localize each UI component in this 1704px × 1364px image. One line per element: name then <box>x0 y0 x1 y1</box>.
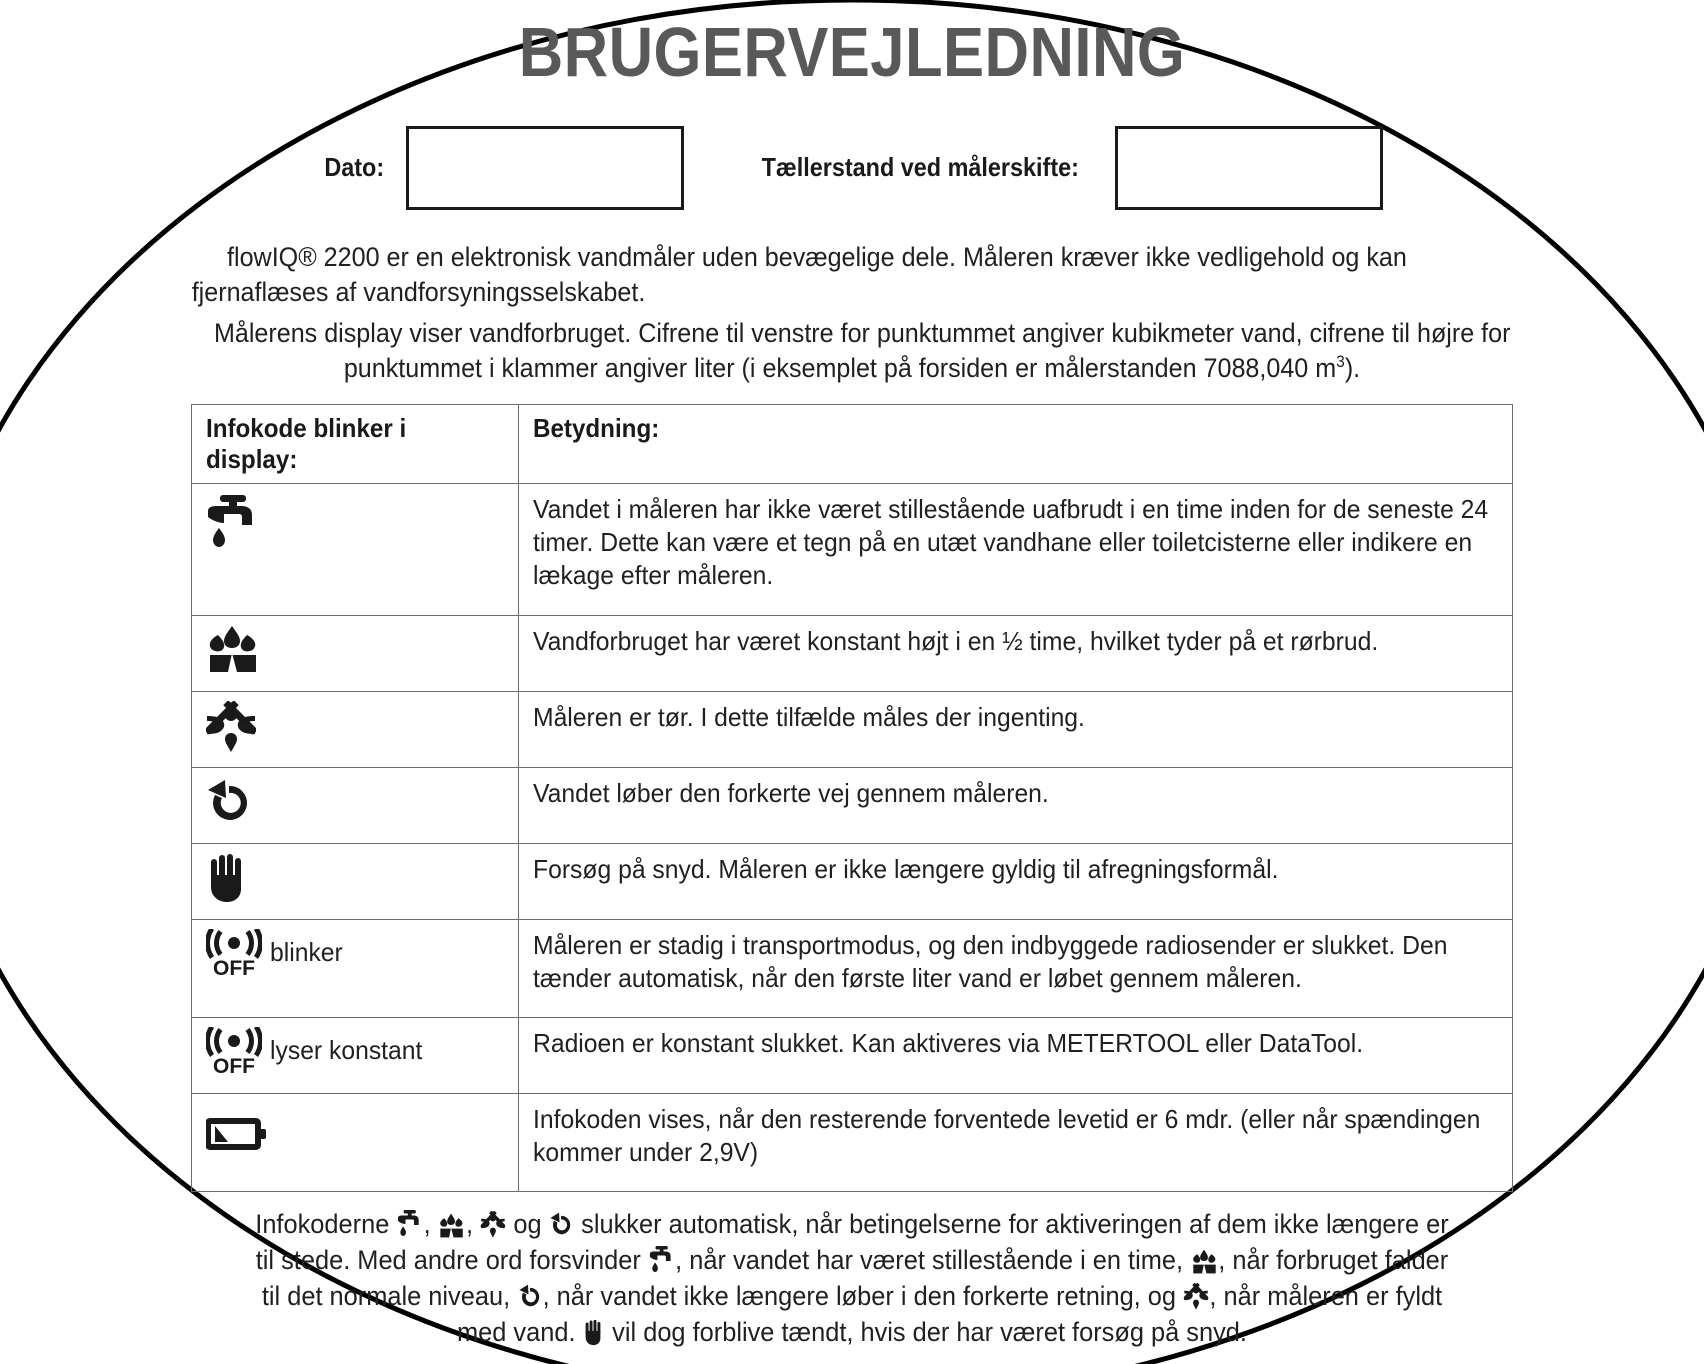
burst-pipe-icon <box>1191 1249 1217 1274</box>
reverse-flow-icon <box>206 777 252 827</box>
burst-pipe-icon <box>206 625 260 673</box>
table-header-row <box>192 404 1513 483</box>
intro-paragraph-2 <box>192 316 1513 386</box>
intro-paragraph-2-part1: Målerens display viser vandforbruget. Cifrene til venstre for punktummet angiver kubikmeter vand, cifrene til højre for punktummet i klammer angiver liter (i eksemplet på forsiden er målerstanden 7088,040 m <box>213 317 1511 383</box>
infocode-meaning-text: Vandforbruget har været konstant højt i en ½ time, hvilket tyder på et rørbrud. <box>533 625 1379 656</box>
infocode-meaning-text: Måleren er tør. I dette tilfælde måles der ingenting. <box>533 701 1085 732</box>
intro-paragraph-2-part2: ). <box>1344 352 1361 383</box>
svg-text:OFF: OFF <box>213 1054 255 1075</box>
footer-seg-3: , <box>465 1208 481 1239</box>
infocode-meaning-text: Vandet i måleren har ikke været stillestående uafbrudt i en time inden for de seneste 24 timer. Dette kan være et tegn på en utæt vandhane eller toiletcisterne eller indikere en lækage efter måleren. <box>533 493 1489 591</box>
infocode-meaning-cell <box>519 1017 1513 1093</box>
table-row <box>192 919 1513 1017</box>
table-row <box>192 1093 1513 1191</box>
table-row <box>192 615 1513 691</box>
svg-text:OFF: OFF <box>213 956 255 977</box>
table-row <box>192 843 1513 919</box>
infocode-meaning-text: Måleren er stadig i transportmodus, og den indbyggede radiosender er slukket. Den tænder automatisk, når den første liter vand er løbet gennem måleren. <box>533 929 1448 994</box>
footer-seg-1: Infokoderne <box>255 1208 397 1239</box>
intro-paragraph-1: flowIQ® 2200 er en elektronisk vandmåler uden bevægelige dele. Måleren kræver ikke vedligehold og kan fjernaflæses af vandforsyningsselskabet. <box>191 241 1407 307</box>
infocode-icon-note: blinker <box>270 937 343 968</box>
low-battery-icon <box>206 1116 268 1152</box>
reverse-flow-icon <box>550 1211 574 1238</box>
meter-reading-input-box[interactable] <box>1115 126 1383 210</box>
table-row <box>192 483 1513 615</box>
infocode-icon-cell <box>192 843 519 919</box>
cubic-meter-exponent: 3 <box>1336 351 1345 371</box>
infocode-icon-cell <box>192 919 519 1017</box>
table-header-infocode: Infokode blinker i display: <box>192 404 519 483</box>
table-row <box>192 767 1513 843</box>
table-row <box>192 691 1513 767</box>
tap-drip-icon <box>397 1209 422 1238</box>
footer-seg-5: slukker automatisk, når betingelserne for aktiveringen af dem ikke længere er til stede. Med andre ord forsvinder <box>255 1208 1449 1276</box>
dry-meter-icon <box>481 1211 505 1238</box>
infocode-meaning-text: Infokoden vises, når den resterende forventede levetid er 6 mdr. (eller når spændingen kommer under 2,9V) <box>533 1103 1481 1168</box>
radio-off-icon <box>206 929 262 977</box>
infocode-table <box>191 404 1513 1192</box>
dry-meter-icon <box>206 701 256 753</box>
tamper-hand-icon <box>584 1319 605 1346</box>
infocode-meaning-cell <box>519 483 1513 615</box>
infocode-meaning-cell <box>519 919 1513 1017</box>
burst-pipe-icon <box>439 1213 465 1238</box>
form-row <box>0 126 1704 210</box>
infocode-meaning-cell <box>519 691 1513 767</box>
infocode-meaning-cell <box>519 767 1513 843</box>
infocode-icon-cell <box>192 483 519 615</box>
date-label: Dato: <box>324 152 385 182</box>
footer-seg-9: , når måleren er fyldt med vand. <box>457 1281 1443 1348</box>
tamper-hand-icon <box>206 853 248 903</box>
footer-seg-6: , når vandet har været stillestående i en time, <box>675 1245 1191 1276</box>
infocode-table-wrapper <box>191 404 1513 1192</box>
tap-drip-icon <box>649 1245 674 1274</box>
footer-seg-10: vil dog forblive tændt, hvis der har været forsøg på snyd. <box>605 1317 1247 1348</box>
infocode-icon-cell <box>192 1093 519 1191</box>
dry-meter-icon <box>1184 1283 1208 1310</box>
infocode-meaning-text: Forsøg på snyd. Måleren er ikke længere gyldig til afregningsformål. <box>533 853 1279 884</box>
infocode-icon-cell <box>192 1017 519 1093</box>
tap-drip-icon <box>206 493 260 551</box>
infocode-icon-cell <box>192 615 519 691</box>
footer-seg-4: og <box>506 1208 549 1239</box>
meter-reading-label: Tællerstand ved målerskifte: <box>761 152 1079 182</box>
infocode-meaning-text: Radioen er konstant slukket. Kan aktiveres via METERTOOL eller DataTool. <box>533 1027 1364 1058</box>
infocode-meaning-cell <box>519 843 1513 919</box>
infocode-meaning-cell <box>519 615 1513 691</box>
radio-off-icon <box>206 1027 262 1075</box>
reverse-flow-icon <box>518 1283 542 1310</box>
page-title: BRUGERVEJLEDNING <box>518 13 1186 91</box>
infocode-meaning-cell <box>519 1093 1513 1191</box>
footer-seg-7: , når forbruget falder til det normale niveau, <box>261 1245 1449 1312</box>
table-header-meaning: Betydning: <box>519 404 1513 483</box>
intro-text <box>192 240 1513 386</box>
date-input-box[interactable] <box>406 126 684 210</box>
footer-seg-2: , <box>423 1208 438 1239</box>
infocode-icon-note: lyser konstant <box>270 1035 423 1066</box>
table-row <box>192 1017 1513 1093</box>
infocode-meaning-text: Vandet løber den forkerte vej gennem måleren. <box>533 777 1049 808</box>
infocode-icon-cell <box>192 691 519 767</box>
footer-note <box>246 1206 1459 1351</box>
infocode-icon-cell <box>192 767 519 843</box>
footer-seg-8: , når vandet ikke længere løber i den forkerte retning, og <box>542 1281 1184 1312</box>
